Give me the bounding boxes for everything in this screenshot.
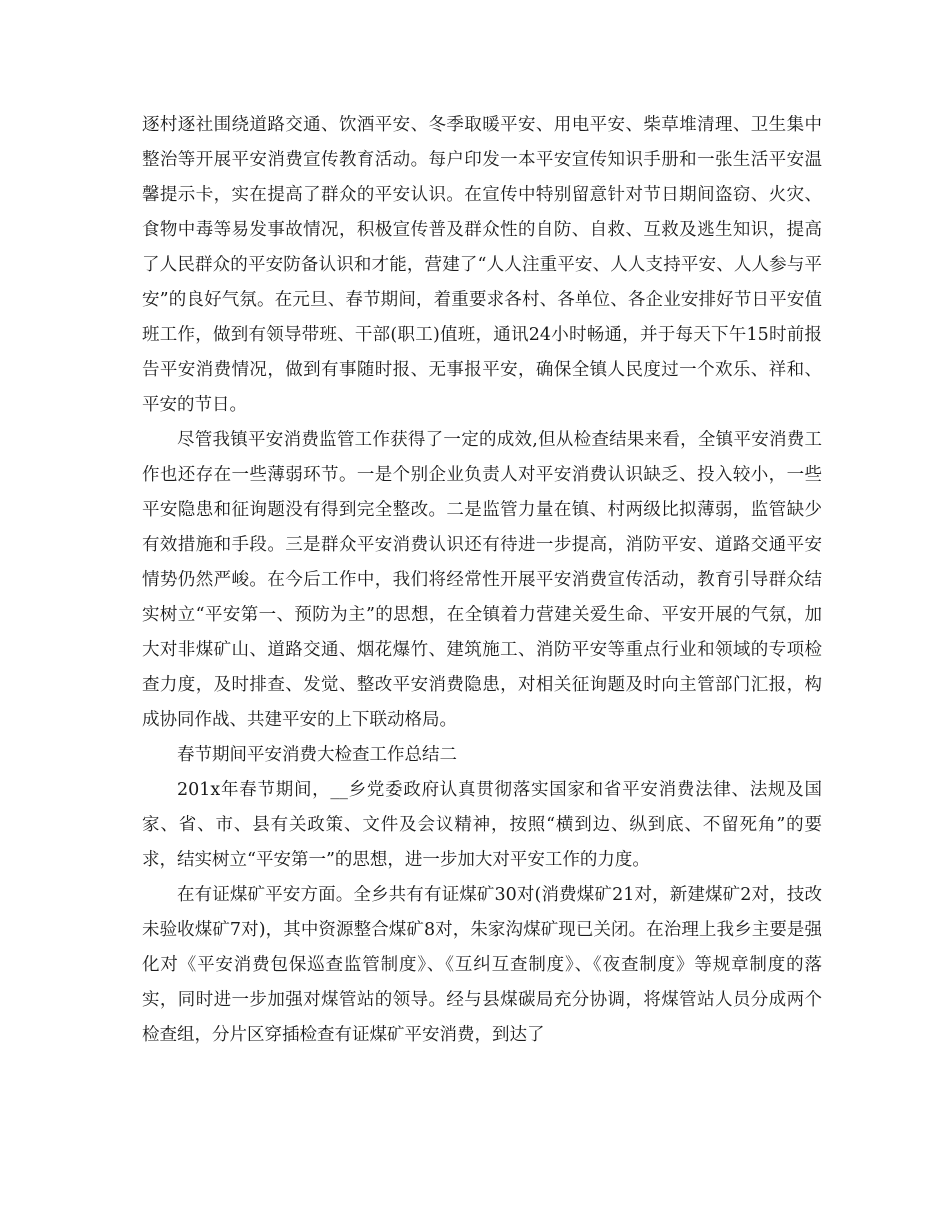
body-paragraph-3: 201x年春节期间，__乡党委政府认真贯彻落实国家和省平安消费法律、法规及国家、省、市、县有关政策、文件及会议精神，按照“横到边、纵到底、不留死角”的要求，结实树立“平安第一”的思想，进一步加大对平安工作的力度。	[142, 780, 822, 870]
body-paragraph-1: 逐村逐社围绕道路交通、饮酒平安、冬季取暖平安、用电平安、柴草堆清理、卫生集中整治等开展平安消费宣传教育活动。每户印发一本平安宣传知识手册和一张生活平安温馨提示卡，实在提高了群众的平安认识。在宣传中特别留意针对节日期间盗窃、火灾、食物中毒等易发事故情况，积极宣传普及群众性的自防、自救、互救及逃生知识，提高了人民群众的平安防备认识和才能，营建了“人人注重平安、人人支持平安、人人参与平安”的良好气氛。在元旦、春节期间，着重要求各村、各单位、各企业安排好节日平安值班工作，做到有领导带班、干部(职工)值班，通讯24小时畅通，并于每天下午15时前报告平安消费情况，做到有事随时报、无事报平安，确保全镇人民度过一个欢乐、祥和、平安的节日。	[142, 115, 822, 415]
section-heading: 春节期间平安消费大检查工作总结二	[177, 745, 457, 765]
document-page	[142, 108, 822, 1053]
body-paragraph-4: 在有证煤矿平安方面。全乡共有有证煤矿30对(消费煤矿21对，新建煤矿2对，技改未验收煤矿7对)，其中资源整合煤矿8对，朱家沟煤矿现已关闭。在治理上我乡主要是强化对《平安消费包保巡查监管制度》、《互纠互查制度》、《夜查制度》等规章制度的落实，同时进一步加强对煤管站的领导。经与县煤碳局充分协调，将煤管站人员分成两个检查组，分片区穿插检查有证煤矿平安消费，到达了	[142, 885, 822, 1045]
body-paragraph-2: 尽管我镇平安消费监管工作获得了一定的成效,但从检查结果来看，全镇平安消费工作也还存在一些薄弱环节。一是个别企业负责人对平安消费认识缺乏、投入较小，一些平安隐患和征询题没有得到完全整改。二是监管力量在镇、村两级比拟薄弱，监管缺少有效措施和手段。三是群众平安消费认识还有待进一步提高，消防平安、道路交通平安情势仍然严峻。在今后工作中，我们将经常性开展平安消费宣传活动，教育引导群众结实树立“平安第一、预防为主”的思想，在全镇着力营建关爱生命、平安开展的气氛，加大对非煤矿山、道路交通、烟花爆竹、建筑施工、消防平安等重点行业和领域的专项检查力度，及时排查、发觉、整改平安消费隐患，对相关征询题及时向主管部门汇报，构成协同作战、共建平安的上下联动格局。	[142, 430, 822, 730]
